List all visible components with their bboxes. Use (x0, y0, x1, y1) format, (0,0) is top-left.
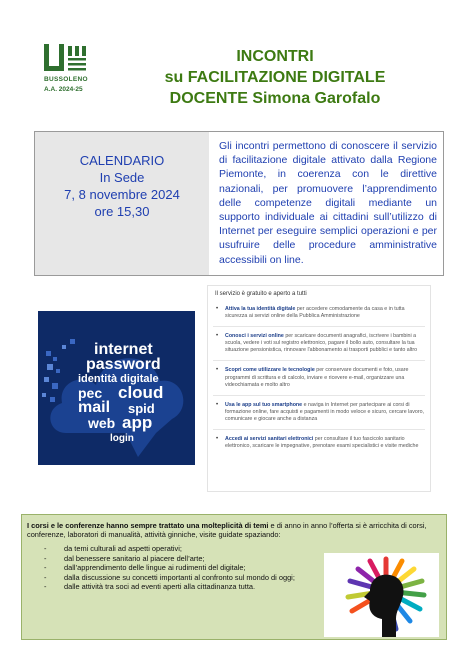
list-item-title: Scopri come utilizzare le tecnologie (225, 367, 315, 374)
list-item-title: Conosci i servizi online (225, 333, 284, 340)
cloud-word-password: password (86, 356, 161, 373)
list-item (36, 544, 321, 554)
logo-mark-icon (44, 44, 90, 76)
title-line-3: DOCENTE Simona Garofalo (169, 90, 381, 107)
courses-list (36, 544, 321, 592)
list-item-text: per conservare documenti e foto, usare programmi di scrittura e di calcolo, inviare e ricevere e-mail, organizzare una videochiamata e molto altro (225, 367, 409, 388)
colorful-head-icon (324, 553, 439, 637)
digital-words-graphic (38, 311, 195, 465)
list-item (213, 306, 425, 327)
list-item (213, 333, 425, 361)
academic-year: A.A. 2024-25 (44, 86, 83, 93)
cloud-word-web: web (88, 415, 116, 431)
list-item-title: Usa le app sul tuo smartphone (225, 401, 303, 408)
calendar-description: Gli incontri permettono di conoscere il servizio di facilitazione digitale attivato dalla Regione Piemonte, in coerenza con le direttive nazionali, per promuovere l’apprendimento delle competenze digitali mediante un supporto individuale ai cittadini sull’utilizzo di Internet per eseguire semplici operazioni e per usufruire delle procedure amministrative accessibili on line. (219, 140, 437, 266)
calendar-time: ore 15,30 (94, 204, 150, 219)
list-item-text: dal benessere sanitario al piacere dell’arte; (64, 553, 205, 563)
list-item (36, 582, 321, 592)
calendar-box (34, 131, 444, 276)
list-item (36, 554, 321, 564)
dash-icon: - (44, 582, 47, 592)
list-item-title: Accedi ai servizi sanitari elettronici (225, 436, 314, 443)
cloud-word-internet: internet (94, 341, 153, 358)
page-title (150, 46, 400, 109)
calendar-place: In Sede (99, 170, 145, 185)
dash-icon: - (44, 553, 47, 563)
courses-intro (27, 521, 439, 540)
list-item (213, 436, 425, 456)
list-item (36, 563, 321, 573)
cloud-word-spid: spid (128, 401, 155, 416)
cloud-word-pec: pec (78, 385, 103, 401)
list-item-text: per scaricare documenti anagrafici, iscrivere i bambini a scuola, vedere i voti sul registro elettronico, pagare il bollo auto, consultare la tua situazione pensionistica, rinnovare l'abbonamento ai trasporti pubblici e tanto altro (225, 333, 418, 354)
colorful-head-illustration (324, 553, 439, 637)
list-item-text: e naviga in Internet per partecipare ai corsi di formazione online, fare acquisti e pagamenti in modo veloce e sicuro, cercare lavoro, comunicare e giocare anche a distanza (225, 401, 425, 422)
cloud-word-mail: mail (78, 399, 111, 416)
bullet-icon: • (216, 333, 219, 340)
bullet-icon: • (216, 436, 219, 443)
service-info-heading: Il servizio è gratuito e aperto a tutti (215, 291, 307, 297)
calendar-panel (35, 132, 209, 275)
list-item-text: per consultare il tuo fascicolo sanitario elettronico, scaricare le impegnative, prenotare esami specialistici e visite mediche (225, 436, 419, 450)
bullet-icon: • (216, 367, 219, 374)
list-item-text: per accedere comodamente da casa e in tutta sicurezza ai servizi online della Pubblica Amministrazione (225, 306, 405, 320)
list-item-title: Attiva la tua identità digitale (225, 306, 296, 312)
dash-icon: - (44, 544, 47, 553)
courses-box (21, 514, 447, 640)
bullet-icon: • (216, 306, 219, 312)
list-item-text: dalla discussione su concetti importanti al confronto sul mondo di oggi; (64, 572, 295, 582)
title-line-2: su FACILITAZIONE DIGITALE (164, 69, 386, 86)
service-info-list (213, 306, 425, 462)
list-item-text: da temi culturali ad aspetti operativi; (64, 544, 182, 553)
logo-name: BUSSOLENO (44, 76, 88, 83)
cloud-word-cloud: cloud (118, 383, 164, 402)
service-info-panel (207, 285, 431, 492)
cloud-word-app: app (122, 413, 153, 432)
list-item (213, 402, 425, 430)
bullet-icon: • (216, 401, 219, 408)
dash-icon: - (44, 563, 47, 573)
university-logo (44, 44, 104, 96)
courses-intro-rest: e di anno in anno l’offerta si è arricchita di corsi, conferenze, laboratori di manualità, attività ginniche, visite guidate spaziando: (27, 521, 427, 540)
dash-icon: - (44, 572, 47, 582)
list-item (36, 573, 321, 583)
list-item-text: dalle attività tra soci ad eventi aperti alla cittadinanza tutta. (64, 582, 256, 592)
courses-intro-bold: I corsi e le conferenze hanno sempre trattato una molteplicità di temi (27, 521, 269, 530)
calendar-dates: 7, 8 novembre 2024 (64, 187, 180, 202)
title-line-1: INCONTRI (236, 48, 314, 65)
list-item-text: dall’apprendimento delle lingue ai rudimenti del digitale; (64, 563, 246, 573)
calendar-label: CALENDARIO (79, 153, 165, 168)
cloud-word-login: login (110, 433, 134, 444)
calendar-details (35, 152, 209, 220)
cloud-word-identita: identità digitale (78, 373, 159, 385)
list-item (213, 367, 425, 395)
